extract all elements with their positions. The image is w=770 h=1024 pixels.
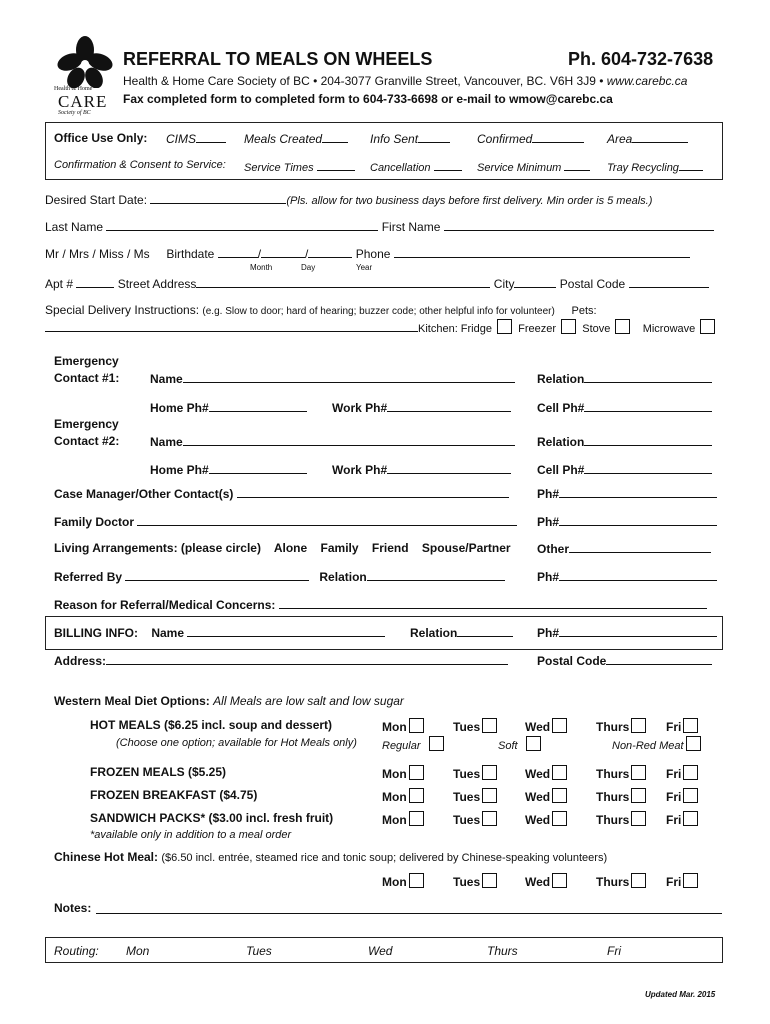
first-name-field[interactable] bbox=[444, 219, 714, 231]
street-field[interactable] bbox=[196, 276, 490, 288]
regular-checkbox[interactable] bbox=[429, 736, 444, 751]
title-birth-row: Mr / Mrs / Miss / Ms Birthdate / / Phone bbox=[45, 246, 690, 261]
frozen-day-1 bbox=[453, 765, 497, 781]
living-arrangements-row: Living Arrangements: (please circle) Alone Family Friend Spouse/Partner bbox=[54, 541, 511, 555]
year-hint: Year bbox=[356, 263, 373, 272]
routing-thurs: Thurs bbox=[487, 944, 518, 958]
routing-fri: Fri bbox=[607, 944, 621, 958]
family-doctor-row: Family Doctor bbox=[54, 514, 517, 529]
office-cims: CIMS bbox=[166, 131, 226, 146]
ec1-relation: Relation bbox=[537, 371, 712, 386]
ec1-relation-field[interactable] bbox=[584, 371, 712, 383]
day-label: Thurs bbox=[596, 767, 630, 781]
billing-address-row: Address: bbox=[54, 653, 508, 668]
day-label: Thurs bbox=[596, 790, 630, 804]
diet-nonred: Non-Red Meat bbox=[612, 736, 701, 752]
day-label: Fri bbox=[666, 875, 682, 889]
day-label: Fri bbox=[666, 813, 682, 827]
logo-bottom-text: Society of BC bbox=[58, 110, 91, 116]
chinese-day-3 bbox=[596, 873, 646, 889]
sandwich-day-0 bbox=[382, 811, 424, 827]
day-label: Fri bbox=[666, 790, 682, 804]
chinese-day-0 bbox=[382, 873, 424, 889]
frozen-meals-label: FROZEN MEALS ($5.25) bbox=[90, 765, 227, 779]
day-label: Wed bbox=[525, 875, 551, 889]
ec1-work-ph-field[interactable] bbox=[387, 400, 511, 412]
ec1-name-field[interactable] bbox=[183, 371, 515, 383]
hot-day-1 bbox=[453, 718, 497, 734]
ec1-cell-ph: Cell Ph# bbox=[537, 400, 712, 415]
day-label: Mon bbox=[382, 720, 407, 734]
billing-postal-field[interactable] bbox=[606, 653, 712, 665]
referred-by-field[interactable] bbox=[125, 569, 309, 581]
ec1-label-1: Emergency bbox=[54, 354, 119, 368]
chinese-day-checkbox[interactable] bbox=[482, 873, 497, 888]
address-row: Apt # Street Address City Postal Code bbox=[45, 276, 709, 291]
ec2-label-2: Contact #2: bbox=[54, 434, 120, 448]
office-cancellation: Cancellation bbox=[370, 159, 462, 174]
postal-field[interactable] bbox=[629, 276, 709, 288]
frozen-breakfast-label: FROZEN BREAKFAST ($4.75) bbox=[90, 788, 258, 802]
routing-wed: Wed bbox=[368, 944, 393, 958]
frozen-day-0 bbox=[382, 765, 424, 781]
breakfast-day-checkbox[interactable] bbox=[683, 788, 698, 803]
notes-line[interactable] bbox=[96, 913, 722, 914]
hot-meals-note: (Choose one option; available for Hot Meals only) bbox=[116, 737, 357, 749]
ec2-work-ph-field[interactable] bbox=[387, 462, 511, 474]
birth-month-field[interactable] bbox=[218, 246, 258, 258]
hot-day-checkbox[interactable] bbox=[482, 718, 497, 733]
day-label: Wed bbox=[525, 767, 551, 781]
case-manager-field[interactable] bbox=[237, 486, 509, 498]
hot-day-4 bbox=[666, 718, 698, 734]
sandwich-day-checkbox[interactable] bbox=[482, 811, 497, 826]
diet-regular: Regular bbox=[382, 736, 444, 752]
ec1-home-ph-field[interactable] bbox=[209, 400, 307, 412]
special-instructions-row: Special Delivery Instructions: (e.g. Slow to door; hard of hearing; buzzer code; other helpful info for volunteer) Pets: bbox=[45, 303, 597, 317]
hot-meals-label: HOT MEALS ($6.25 incl. soup and dessert) bbox=[90, 718, 333, 732]
ec1-home-ph: Home Ph# bbox=[150, 400, 307, 415]
chinese-day-1 bbox=[453, 873, 497, 889]
frozen-day-checkbox[interactable] bbox=[552, 765, 567, 780]
sandwich-day-checkbox[interactable] bbox=[552, 811, 567, 826]
living-spouse-option[interactable]: Spouse/Partner bbox=[421, 541, 511, 555]
referred-ph: Ph# bbox=[537, 569, 717, 584]
ec2-cell-ph: Cell Ph# bbox=[537, 462, 712, 477]
hot-day-3 bbox=[596, 718, 646, 734]
city-field[interactable] bbox=[514, 276, 556, 288]
chinese-day-checkbox[interactable] bbox=[683, 873, 698, 888]
last-name-field[interactable] bbox=[106, 219, 378, 231]
family-doctor-field[interactable] bbox=[137, 514, 517, 526]
ec1-work-ph: Work Ph# bbox=[332, 400, 511, 415]
ec2-home-ph: Home Ph# bbox=[150, 462, 307, 477]
sandwich-day-4 bbox=[666, 811, 698, 827]
breakfast-day-checkbox[interactable] bbox=[409, 788, 424, 803]
billing-postal: Postal Code bbox=[537, 653, 712, 668]
day-label: Thurs bbox=[596, 813, 630, 827]
day-label: Wed bbox=[525, 790, 551, 804]
org-website: www.carebc.ca bbox=[606, 74, 688, 88]
office-service-minimum: Service Minimum bbox=[477, 159, 590, 174]
living-other-field[interactable] bbox=[569, 541, 711, 553]
sandwich-note: *available only in addition to a meal order bbox=[90, 829, 292, 841]
day-label: Wed bbox=[525, 720, 551, 734]
microwave-checkbox[interactable] bbox=[700, 319, 715, 334]
form-title: REFERRAL TO MEALS ON WHEELS bbox=[123, 49, 433, 69]
hot-day-2 bbox=[525, 718, 567, 734]
birth-day-field[interactable] bbox=[261, 246, 305, 258]
breakfast-day-checkbox[interactable] bbox=[552, 788, 567, 803]
billing-relation-field[interactable] bbox=[457, 625, 513, 637]
day-label: Thurs bbox=[596, 875, 630, 889]
hot-day-checkbox[interactable] bbox=[552, 718, 567, 733]
day-hint: Day bbox=[301, 263, 316, 272]
hot-day-0 bbox=[382, 718, 424, 734]
office-tray-recycling: Tray Recycling bbox=[607, 159, 703, 174]
frozen-day-3 bbox=[596, 765, 646, 781]
chinese-header: Chinese Hot Meal: ($6.50 incl. entrée, steamed rice and tonic soup; delivered by Chinese-speaking volunteers) bbox=[54, 850, 608, 864]
office-consent: Confirmation & Consent to Service: bbox=[54, 159, 226, 171]
office-meals-created: Meals Created bbox=[244, 131, 348, 146]
office-area: Area bbox=[607, 131, 688, 146]
diet-soft: Soft bbox=[498, 736, 541, 752]
header-phone: Ph. 604-732-7638 bbox=[568, 49, 714, 69]
day-label: Fri bbox=[666, 767, 682, 781]
care-logo bbox=[50, 36, 120, 120]
breakfast-day-3 bbox=[596, 788, 646, 804]
name-row: Last Name First Name bbox=[45, 219, 714, 234]
breakfast-day-checkbox[interactable] bbox=[631, 788, 646, 803]
reason-field[interactable] bbox=[279, 597, 707, 609]
ec2-relation: Relation bbox=[537, 434, 712, 449]
frozen-day-checkbox[interactable] bbox=[631, 765, 646, 780]
case-manager-ph: Ph# bbox=[537, 486, 717, 501]
routing-tues: Tues bbox=[246, 944, 272, 958]
frozen-day-checkbox[interactable] bbox=[683, 765, 698, 780]
org-address bbox=[123, 74, 687, 88]
living-alone-option[interactable]: Alone bbox=[273, 541, 308, 555]
billing-ph-field[interactable] bbox=[559, 625, 717, 637]
ec2-cell-ph-field[interactable] bbox=[584, 462, 712, 474]
routing-mon: Mon bbox=[126, 944, 150, 958]
phone-field[interactable] bbox=[394, 246, 690, 258]
stove-checkbox[interactable] bbox=[615, 319, 630, 334]
fridge-checkbox[interactable] bbox=[497, 319, 512, 334]
notes-label: Notes: bbox=[54, 901, 92, 915]
referred-ph-field[interactable] bbox=[559, 569, 717, 581]
sandwich-day-3 bbox=[596, 811, 646, 827]
living-friend-option[interactable]: Friend bbox=[371, 541, 409, 555]
ec1-cell-ph-field[interactable] bbox=[584, 400, 712, 412]
sandwich-day-checkbox[interactable] bbox=[409, 811, 424, 826]
case-manager-ph-field[interactable] bbox=[559, 486, 717, 498]
day-label: Tues bbox=[453, 790, 481, 804]
day-label: Tues bbox=[453, 813, 481, 827]
frozen-day-checkbox[interactable] bbox=[409, 765, 424, 780]
sandwich-day-checkbox[interactable] bbox=[683, 811, 698, 826]
family-doctor-ph: Ph# bbox=[537, 514, 717, 529]
day-label: Mon bbox=[382, 790, 407, 804]
breakfast-day-4 bbox=[666, 788, 698, 804]
day-label: Tues bbox=[453, 720, 481, 734]
sandwich-day-2 bbox=[525, 811, 567, 827]
hot-day-checkbox[interactable] bbox=[409, 718, 424, 733]
updated-date: Updated Mar. 2015 bbox=[645, 990, 716, 999]
kitchen-row: Kitchen: Fridge Freezer Stove Microwave bbox=[45, 319, 715, 335]
sandwich-label: SANDWICH PACKS* ($3.00 incl. fresh fruit) bbox=[90, 811, 334, 825]
breakfast-day-0 bbox=[382, 788, 424, 804]
living-other: Other bbox=[537, 541, 711, 556]
day-label: Tues bbox=[453, 875, 481, 889]
chinese-day-checkbox[interactable] bbox=[409, 873, 424, 888]
hot-day-checkbox[interactable] bbox=[683, 718, 698, 733]
day-label: Mon bbox=[382, 767, 407, 781]
chinese-day-checkbox[interactable] bbox=[631, 873, 646, 888]
office-confirmed: Confirmed bbox=[477, 131, 584, 146]
birth-year-field[interactable] bbox=[308, 246, 352, 258]
frozen-day-checkbox[interactable] bbox=[482, 765, 497, 780]
logo-top-text: Health & Home bbox=[54, 86, 93, 92]
breakfast-day-2 bbox=[525, 788, 567, 804]
start-date-row: Desired Start Date: (Pls. allow for two business days before first delivery. Min order is 5 meals.) bbox=[45, 193, 653, 207]
frozen-day-4 bbox=[666, 765, 698, 781]
org-line: Health & Home Care Society of BC • 204-3077 Granville Street, Vancouver, BC. V6H 3J9 • bbox=[123, 74, 604, 88]
logo-main-text: CARE bbox=[58, 92, 108, 111]
ec2-work-ph: Work Ph# bbox=[332, 462, 511, 477]
billing-ph: Ph# bbox=[537, 625, 717, 640]
day-label: Thurs bbox=[596, 720, 630, 734]
routing-label: Routing: bbox=[54, 944, 99, 958]
fax-line: Fax completed form to completed form to 604-733-6698 or e-mail to wmow@carebc.ca bbox=[123, 92, 613, 106]
referred-by-row: Referred By Relation bbox=[54, 569, 505, 584]
chinese-day-4 bbox=[666, 873, 698, 889]
family-doctor-ph-field[interactable] bbox=[559, 514, 717, 526]
start-date-field[interactable] bbox=[150, 192, 286, 204]
day-label: Mon bbox=[382, 813, 407, 827]
billing-row: BILLING INFO: Name bbox=[54, 625, 385, 640]
reason-row: Reason for Referral/Medical Concerns: bbox=[54, 597, 707, 612]
apt-field[interactable] bbox=[76, 276, 114, 288]
living-family-option[interactable]: Family bbox=[320, 541, 359, 555]
ec2-home-ph-field[interactable] bbox=[209, 462, 307, 474]
freezer-checkbox[interactable] bbox=[561, 319, 576, 334]
billing-name-field[interactable] bbox=[187, 625, 385, 637]
chinese-day-2 bbox=[525, 873, 567, 889]
month-hint: Month bbox=[250, 263, 273, 272]
referred-relation-field[interactable] bbox=[367, 569, 505, 581]
ec2-name-field[interactable] bbox=[183, 434, 515, 446]
case-manager-row: Case Manager/Other Contact(s) bbox=[54, 486, 509, 501]
flower-logo-icon bbox=[50, 36, 120, 88]
day-label: Tues bbox=[453, 767, 481, 781]
breakfast-day-1 bbox=[453, 788, 497, 804]
breakfast-day-checkbox[interactable] bbox=[482, 788, 497, 803]
day-label: Wed bbox=[525, 813, 551, 827]
ec1-name-row: Name bbox=[150, 371, 515, 386]
office-info-sent: Info Sent bbox=[370, 131, 450, 146]
ec2-relation-field[interactable] bbox=[584, 434, 712, 446]
special-instructions-field[interactable] bbox=[45, 320, 418, 332]
nonred-checkbox[interactable] bbox=[686, 736, 701, 751]
western-header: Western Meal Diet Options: All Meals are low salt and low sugar bbox=[54, 694, 404, 708]
ec2-name-row: Name bbox=[150, 434, 515, 449]
sandwich-day-1 bbox=[453, 811, 497, 827]
day-label: Fri bbox=[666, 720, 682, 734]
ec1-label-2: Contact #1: bbox=[54, 371, 120, 385]
billing-relation: Relation bbox=[410, 625, 513, 640]
hot-day-checkbox[interactable] bbox=[631, 718, 646, 733]
soft-checkbox[interactable] bbox=[526, 736, 541, 751]
chinese-day-checkbox[interactable] bbox=[552, 873, 567, 888]
office-use-label: Office Use Only: bbox=[54, 131, 148, 145]
frozen-day-2 bbox=[525, 765, 567, 781]
day-label: Mon bbox=[382, 875, 407, 889]
sandwich-day-checkbox[interactable] bbox=[631, 811, 646, 826]
ec2-label-1: Emergency bbox=[54, 417, 119, 431]
office-service-times: Service Times bbox=[244, 159, 355, 174]
billing-address-field[interactable] bbox=[106, 653, 508, 665]
